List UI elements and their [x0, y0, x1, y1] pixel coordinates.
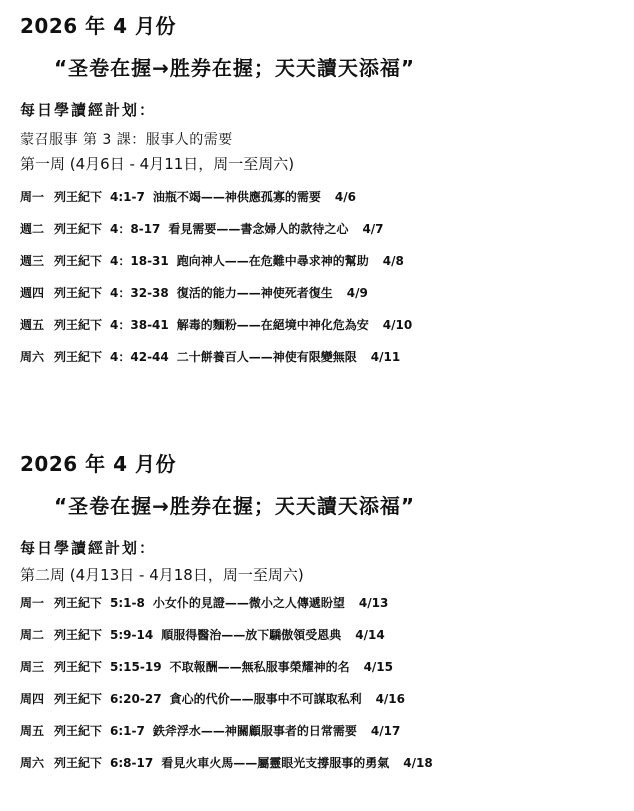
entry-topic: 小女仆的見證——微小之人傳遞盼望 — [152, 596, 345, 610]
entry-topic: 貪心的代价——服事中不可謀取私利 — [169, 692, 362, 706]
entry-date: 4/13 — [358, 596, 389, 610]
entry-day: 周三 — [20, 660, 45, 674]
entry-topic: 解毒的麵粉——在絕境中神化危為安 — [176, 318, 369, 332]
entry-date: 4/17 — [370, 724, 401, 738]
entry-date: 4/15 — [363, 660, 394, 674]
reading-entry — [20, 594, 620, 626]
reading-list — [20, 594, 620, 786]
entry-book: 列王紀下 — [54, 692, 103, 706]
entry-date: 4/11 — [370, 350, 401, 364]
entry-topic: 不取報酬——無私服事榮耀神的名 — [169, 660, 350, 674]
entry-book: 列王紀下 — [54, 254, 103, 268]
entry-ref: 6:1-7 — [110, 724, 145, 738]
entry-book: 列王紀下 — [54, 724, 103, 738]
entry-ref: 4:1-7 — [110, 190, 145, 204]
entry-book: 列王紀下 — [54, 318, 103, 332]
reading-entry — [20, 316, 620, 348]
week-range: 第一周 (4月6日 - 4月11日，周一至周六) — [20, 155, 295, 173]
motto-heading: “圣卷在握→胜券在握；天天讀天添福” — [54, 494, 416, 518]
entry-ref: 4：8-17 — [110, 222, 161, 236]
entry-day: 周六 — [20, 756, 45, 770]
entry-topic: 復活的能力——神使死者復生 — [176, 286, 333, 300]
reading-plan-title: 每日學讀經計划： — [20, 101, 157, 119]
entry-date: 4/14 — [355, 628, 385, 642]
entry-day: 週三 — [20, 254, 45, 268]
entry-ref: 4：32-38 — [110, 286, 169, 300]
entry-day: 週四 — [20, 286, 45, 300]
reading-entry — [20, 220, 620, 252]
entry-topic: 順服得醫治——放下驕傲領受恩典 — [161, 628, 342, 642]
reading-list — [20, 188, 620, 380]
entry-topic: 看見火車火馬——屬靈眼光支撐服事的勇氣 — [161, 756, 390, 770]
motto-heading: “圣卷在握→胜券在握；天天讀天添福” — [54, 56, 416, 80]
entry-ref: 4：42-44 — [110, 350, 169, 364]
reading-entry — [20, 722, 620, 754]
week-range: 第二周 (4月13日 - 4月18日，周一至周六) — [20, 566, 304, 584]
entry-ref: 4：38-41 — [110, 318, 169, 332]
entry-book: 列王紀下 — [54, 350, 103, 364]
reading-entry — [20, 252, 620, 284]
entry-ref: 5:1-8 — [110, 596, 145, 610]
reading-entry — [20, 626, 620, 658]
entry-book: 列王紀下 — [54, 628, 103, 642]
month-heading: 2026 年 4 月份 — [20, 14, 176, 38]
entry-date: 4/10 — [382, 318, 413, 332]
entry-date: 4/6 — [334, 190, 356, 204]
entry-day: 週二 — [20, 222, 45, 236]
entry-date: 4/7 — [362, 222, 384, 236]
entry-date: 4/8 — [382, 254, 404, 268]
entry-book: 列王紀下 — [54, 222, 103, 236]
entry-topic: 二十餅養百人——神使有限變無限 — [176, 350, 357, 364]
reading-entry — [20, 188, 620, 220]
entry-date: 4/18 — [403, 756, 433, 770]
entry-day: 週五 — [20, 318, 45, 332]
entry-book: 列王紀下 — [54, 286, 103, 300]
entry-ref: 5:15-19 — [110, 660, 162, 674]
entry-ref: 6:20-27 — [110, 692, 162, 706]
entry-day: 周二 — [20, 628, 45, 642]
lesson-title: 蒙召服事 第 3 課：服事人的需要 — [20, 132, 233, 148]
entry-book: 列王紀下 — [54, 596, 103, 610]
entry-ref: 5:9-14 — [110, 628, 154, 642]
entry-book: 列王紀下 — [54, 190, 103, 204]
entry-topic: 跑向神人——在危難中尋求神的幫助 — [176, 254, 369, 268]
entry-date: 4/9 — [346, 286, 368, 300]
reading-entry — [20, 348, 620, 380]
entry-topic: 看見需要——書念婦人的款待之心 — [168, 222, 349, 236]
reading-entry — [20, 690, 620, 722]
entry-day: 周四 — [20, 692, 45, 706]
entry-ref: 4：18-31 — [110, 254, 169, 268]
entry-topic: 鉄斧浮水——神關顧服事者的日常需要 — [152, 724, 357, 738]
reading-entry — [20, 658, 620, 690]
reading-entry — [20, 754, 620, 786]
entry-book: 列王紀下 — [54, 756, 103, 770]
reading-entry — [20, 284, 620, 316]
entry-book: 列王紀下 — [54, 660, 103, 674]
entry-date: 4/16 — [375, 692, 406, 706]
entry-topic: 油瓶不竭——神供應孤寡的需要 — [152, 190, 321, 204]
entry-ref: 6:8-17 — [110, 756, 154, 770]
reading-plan-title: 每日學讀經計划： — [20, 539, 157, 557]
entry-day: 周一 — [20, 596, 45, 610]
entry-day: 周一 — [20, 190, 45, 204]
month-heading: 2026 年 4 月份 — [20, 452, 176, 476]
entry-day: 周五 — [20, 724, 45, 738]
entry-day: 周六 — [20, 350, 45, 364]
